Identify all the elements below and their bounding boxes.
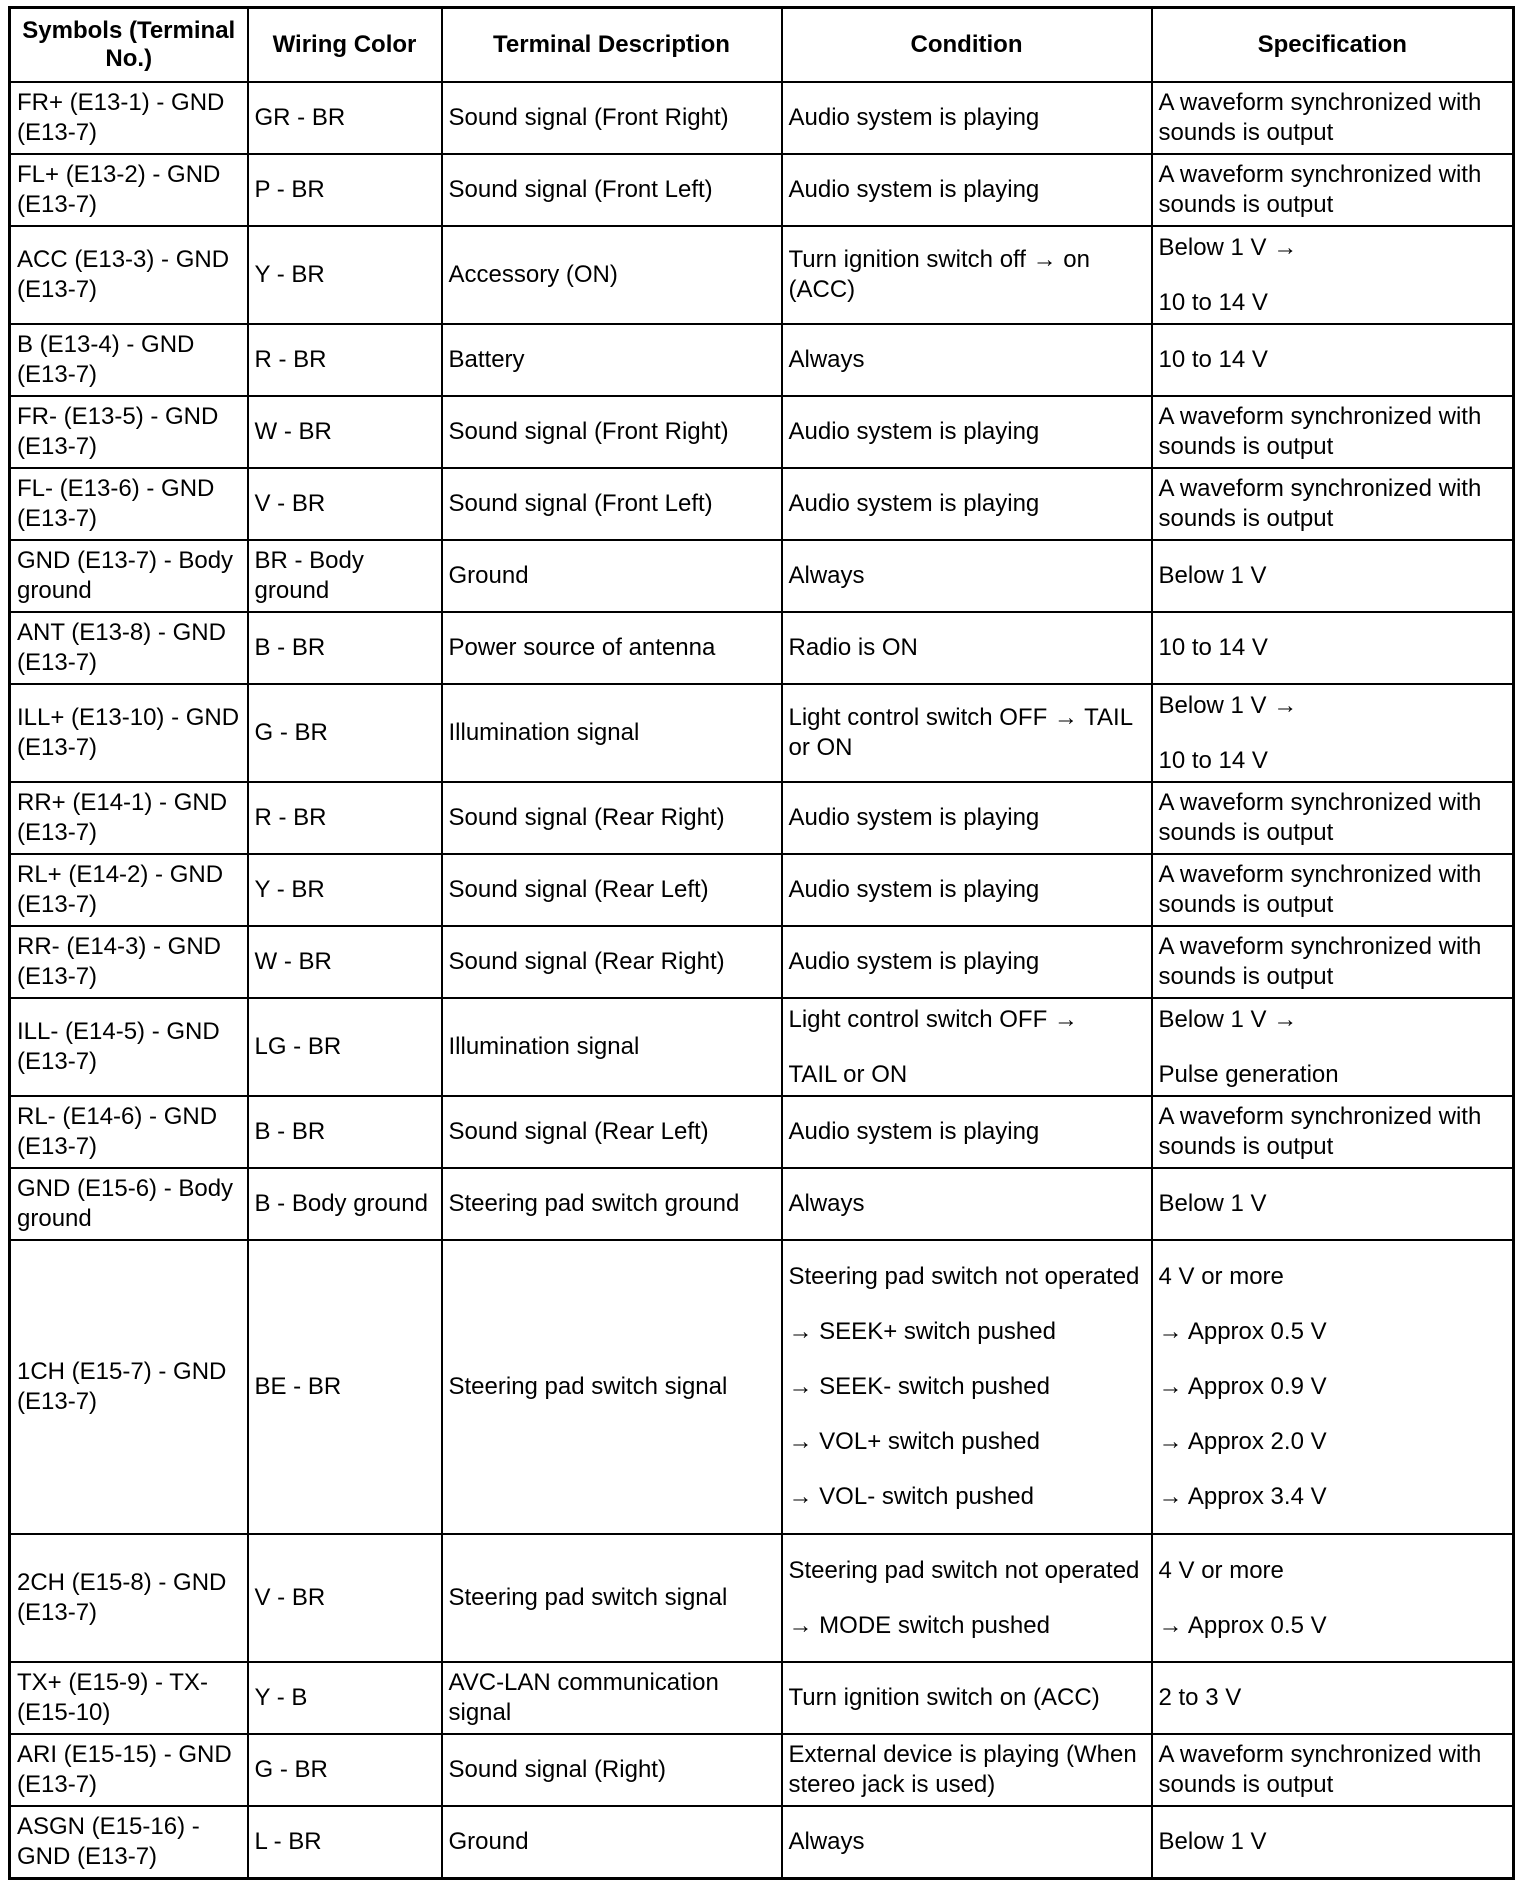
cell-condition	[782, 1734, 1152, 1806]
cell-symbol: RL- (E14-6) - GND (E13-7)	[10, 1096, 248, 1168]
cell-condition-line: Always	[788, 346, 865, 373]
cell-condition-line: Audio system is playing	[788, 176, 1040, 203]
cell-wiring-color: BR - Body ground	[248, 540, 442, 612]
cell-condition-line: Steering pad switch not operated	[788, 1556, 1140, 1584]
cell-specification-line: 10 to 14 V	[1158, 346, 1268, 373]
cell-symbol: TX+ (E15-9) - TX- (E15-10)	[10, 1662, 248, 1734]
table-row	[10, 1096, 1514, 1168]
cell-specification-line: Below 1 V →	[1158, 233, 1298, 261]
cell-symbol: FR+ (E13-1) - GND (E13-7)	[10, 82, 248, 154]
cell-condition-line: External device is playing (When stereo jack is used)	[788, 1741, 1137, 1798]
table-row	[10, 684, 1514, 782]
cell-symbol: ANT (E13-8) - GND (E13-7)	[10, 612, 248, 684]
cell-terminal-description: Sound signal (Rear Right)	[442, 926, 782, 998]
cell-condition-line: Audio system is playing	[788, 1118, 1040, 1145]
cell-condition	[782, 1534, 1152, 1662]
table-row	[10, 1806, 1514, 1878]
cell-terminal-description: Sound signal (Rear Left)	[442, 1096, 782, 1168]
cell-wiring-color: V - BR	[248, 1534, 442, 1662]
cell-condition	[782, 612, 1152, 684]
cell-terminal-description: Ground	[442, 540, 782, 612]
cell-specification-line: A waveform synchronized with sounds is output	[1158, 1741, 1482, 1798]
cell-terminal-description: Accessory (ON)	[442, 226, 782, 324]
cell-condition-line: Steering pad switch not operated	[788, 1263, 1140, 1290]
cell-terminal-description: Sound signal (Rear Right)	[442, 782, 782, 854]
cell-symbol: RR+ (E14-1) - GND (E13-7)	[10, 782, 248, 854]
cell-condition-line: → MODE switch pushed	[788, 1611, 1050, 1639]
cell-specification-line: A waveform synchronized with sounds is output	[1158, 861, 1482, 918]
cell-specification-line: A waveform synchronized with sounds is output	[1158, 89, 1482, 146]
cell-condition	[782, 154, 1152, 226]
cell-condition-line: Audio system is playing	[788, 876, 1040, 903]
cell-specification	[1152, 396, 1514, 468]
cell-specification-line: 10 to 14 V	[1158, 746, 1268, 774]
terminal-spec-table	[8, 6, 1515, 1880]
cell-specification-line: → Approx 0.5 V	[1158, 1318, 1327, 1345]
cell-specification	[1152, 684, 1514, 782]
cell-condition-line: Always	[788, 562, 865, 589]
cell-symbol: RL+ (E14-2) - GND (E13-7)	[10, 854, 248, 926]
cell-wiring-color: Y - BR	[248, 226, 442, 324]
cell-specification	[1152, 926, 1514, 998]
cell-condition	[782, 1806, 1152, 1878]
cell-condition-line: Turn ignition switch off → on (ACC)	[788, 246, 1090, 303]
table-row	[10, 1240, 1514, 1534]
cell-symbol: FL- (E13-6) - GND (E13-7)	[10, 468, 248, 540]
cell-condition-line: Always	[788, 1827, 865, 1855]
cell-symbol: ILL- (E14-5) - GND (E13-7)	[10, 998, 248, 1096]
cell-specification	[1152, 1806, 1514, 1878]
terminal-spec-sheet	[8, 6, 1512, 1880]
cell-terminal-description: Illumination signal	[442, 998, 782, 1096]
cell-specification-line: A waveform synchronized with sounds is output	[1158, 1103, 1482, 1160]
table-row	[10, 1534, 1514, 1662]
cell-condition	[782, 82, 1152, 154]
cell-condition-line: → VOL- switch pushed	[788, 1483, 1034, 1510]
table-row	[10, 1662, 1514, 1734]
cell-wiring-color: B - BR	[248, 612, 442, 684]
cell-condition-line: Turn ignition switch on (ACC)	[788, 1684, 1100, 1711]
cell-specification-line: 10 to 14 V	[1158, 288, 1268, 316]
cell-condition-line: → VOL+ switch pushed	[788, 1428, 1040, 1455]
cell-condition	[782, 540, 1152, 612]
cell-specification	[1152, 1240, 1514, 1534]
header-specification: Specification	[1152, 8, 1514, 83]
cell-condition	[782, 998, 1152, 1096]
cell-specification	[1152, 1662, 1514, 1734]
cell-terminal-description: Steering pad switch signal	[442, 1240, 782, 1534]
cell-terminal-description: AVC-LAN communication signal	[442, 1662, 782, 1734]
cell-specification	[1152, 324, 1514, 396]
cell-specification	[1152, 1168, 1514, 1240]
cell-specification-line: A waveform synchronized with sounds is output	[1158, 789, 1482, 846]
cell-wiring-color: P - BR	[248, 154, 442, 226]
table-row	[10, 998, 1514, 1096]
cell-specification-line: → Approx 2.0 V	[1158, 1428, 1327, 1455]
cell-condition	[782, 926, 1152, 998]
header-symbols: Symbols (Terminal No.)	[10, 8, 248, 83]
cell-symbol: FR- (E13-5) - GND (E13-7)	[10, 396, 248, 468]
cell-specification	[1152, 782, 1514, 854]
cell-symbol: GND (E13-7) - Body ground	[10, 540, 248, 612]
cell-specification	[1152, 226, 1514, 324]
cell-specification-line: Below 1 V →	[1158, 1005, 1298, 1033]
cell-condition	[782, 226, 1152, 324]
cell-wiring-color: W - BR	[248, 926, 442, 998]
cell-specification-line: A waveform synchronized with sounds is output	[1158, 475, 1482, 532]
cell-specification-line: 10 to 14 V	[1158, 634, 1268, 661]
table-row	[10, 324, 1514, 396]
cell-condition-line: Light control switch OFF →	[788, 1005, 1078, 1033]
cell-condition	[782, 1168, 1152, 1240]
cell-condition-line: TAIL or ON	[788, 1060, 908, 1088]
cell-specification	[1152, 1734, 1514, 1806]
table-row	[10, 226, 1514, 324]
cell-terminal-description: Steering pad switch signal	[442, 1534, 782, 1662]
cell-condition	[782, 1096, 1152, 1168]
cell-terminal-description: Sound signal (Front Right)	[442, 82, 782, 154]
cell-wiring-color: R - BR	[248, 324, 442, 396]
cell-terminal-description: Sound signal (Front Left)	[442, 468, 782, 540]
table-body	[10, 82, 1514, 1878]
cell-condition-line: Audio system is playing	[788, 948, 1040, 975]
table-row	[10, 1168, 1514, 1240]
cell-terminal-description: Sound signal (Right)	[442, 1734, 782, 1806]
cell-condition	[782, 324, 1152, 396]
cell-specification	[1152, 612, 1514, 684]
cell-condition	[782, 468, 1152, 540]
table-row	[10, 926, 1514, 998]
table-row	[10, 1734, 1514, 1806]
cell-specification-line: Below 1 V →	[1158, 691, 1298, 719]
cell-specification	[1152, 468, 1514, 540]
cell-wiring-color: W - BR	[248, 396, 442, 468]
cell-condition	[782, 854, 1152, 926]
cell-wiring-color: R - BR	[248, 782, 442, 854]
table-row	[10, 154, 1514, 226]
cell-terminal-description: Sound signal (Rear Left)	[442, 854, 782, 926]
cell-wiring-color: G - BR	[248, 684, 442, 782]
cell-specification-line: A waveform synchronized with sounds is output	[1158, 933, 1482, 990]
cell-specification	[1152, 540, 1514, 612]
table-header-row	[10, 8, 1514, 83]
cell-specification-line: Below 1 V	[1158, 1827, 1267, 1855]
cell-wiring-color: L - BR	[248, 1806, 442, 1878]
cell-symbol: RR- (E14-3) - GND (E13-7)	[10, 926, 248, 998]
cell-wiring-color: GR - BR	[248, 82, 442, 154]
cell-condition	[782, 1662, 1152, 1734]
cell-wiring-color: G - BR	[248, 1734, 442, 1806]
cell-symbol: ASGN (E15-16) - GND (E13-7)	[10, 1806, 248, 1878]
cell-terminal-description: Sound signal (Front Left)	[442, 154, 782, 226]
cell-symbol: ILL+ (E13-10) - GND (E13-7)	[10, 684, 248, 782]
header-condition: Condition	[782, 8, 1152, 83]
cell-specification-line: 4 V or more	[1158, 1263, 1284, 1290]
cell-specification	[1152, 998, 1514, 1096]
cell-specification-line: → Approx 0.5 V	[1158, 1611, 1327, 1639]
cell-wiring-color: Y - B	[248, 1662, 442, 1734]
header-wiring-color: Wiring Color	[248, 8, 442, 83]
cell-terminal-description: Sound signal (Front Right)	[442, 396, 782, 468]
cell-specification-line: Below 1 V	[1158, 1190, 1267, 1217]
cell-specification-line: 2 to 3 V	[1158, 1684, 1242, 1711]
cell-terminal-description: Ground	[442, 1806, 782, 1878]
cell-specification-line: 4 V or more	[1158, 1556, 1284, 1584]
cell-condition-line: → SEEK- switch pushed	[788, 1373, 1050, 1400]
cell-specification-line: → Approx 3.4 V	[1158, 1483, 1327, 1510]
cell-specification	[1152, 854, 1514, 926]
cell-symbol: 2CH (E15-8) - GND (E13-7)	[10, 1534, 248, 1662]
cell-condition-line: Audio system is playing	[788, 490, 1040, 517]
table-row	[10, 612, 1514, 684]
cell-condition-line: Radio is ON	[788, 634, 918, 661]
cell-wiring-color: Y - BR	[248, 854, 442, 926]
cell-wiring-color: B - BR	[248, 1096, 442, 1168]
table-row	[10, 854, 1514, 926]
header-terminal-description: Terminal Description	[442, 8, 782, 83]
cell-wiring-color: LG - BR	[248, 998, 442, 1096]
cell-condition-line: Audio system is playing	[788, 104, 1040, 131]
cell-condition-line: → SEEK+ switch pushed	[788, 1318, 1056, 1345]
cell-specification	[1152, 1096, 1514, 1168]
cell-condition	[782, 684, 1152, 782]
table-row	[10, 396, 1514, 468]
cell-symbol: B (E13-4) - GND (E13-7)	[10, 324, 248, 396]
cell-condition-line: Always	[788, 1190, 865, 1217]
cell-specification	[1152, 1534, 1514, 1662]
cell-terminal-description: Power source of antenna	[442, 612, 782, 684]
cell-condition-line: Audio system is playing	[788, 418, 1040, 445]
table-row	[10, 82, 1514, 154]
cell-symbol: ARI (E15-15) - GND (E13-7)	[10, 1734, 248, 1806]
cell-condition	[782, 396, 1152, 468]
cell-specification-line: → Approx 0.9 V	[1158, 1373, 1327, 1400]
cell-condition	[782, 782, 1152, 854]
cell-wiring-color: B - Body ground	[248, 1168, 442, 1240]
cell-symbol: ACC (E13-3) - GND (E13-7)	[10, 226, 248, 324]
cell-condition-line: Audio system is playing	[788, 804, 1040, 831]
table-row	[10, 468, 1514, 540]
cell-wiring-color: V - BR	[248, 468, 442, 540]
cell-symbol: GND (E15-6) - Body ground	[10, 1168, 248, 1240]
cell-specification-line: A waveform synchronized with sounds is output	[1158, 161, 1482, 218]
cell-condition-line: Light control switch OFF → TAIL or ON	[788, 704, 1133, 761]
cell-specification-line: Pulse generation	[1158, 1060, 1339, 1088]
cell-specification-line: A waveform synchronized with sounds is output	[1158, 403, 1482, 460]
cell-wiring-color: BE - BR	[248, 1240, 442, 1534]
table-row	[10, 782, 1514, 854]
cell-specification	[1152, 82, 1514, 154]
cell-terminal-description: Battery	[442, 324, 782, 396]
table-row	[10, 540, 1514, 612]
cell-specification	[1152, 154, 1514, 226]
cell-terminal-description: Steering pad switch ground	[442, 1168, 782, 1240]
cell-symbol: FL+ (E13-2) - GND (E13-7)	[10, 154, 248, 226]
cell-symbol: 1CH (E15-7) - GND (E13-7)	[10, 1240, 248, 1534]
cell-condition	[782, 1240, 1152, 1534]
cell-specification-line: Below 1 V	[1158, 562, 1267, 589]
cell-terminal-description: Illumination signal	[442, 684, 782, 782]
